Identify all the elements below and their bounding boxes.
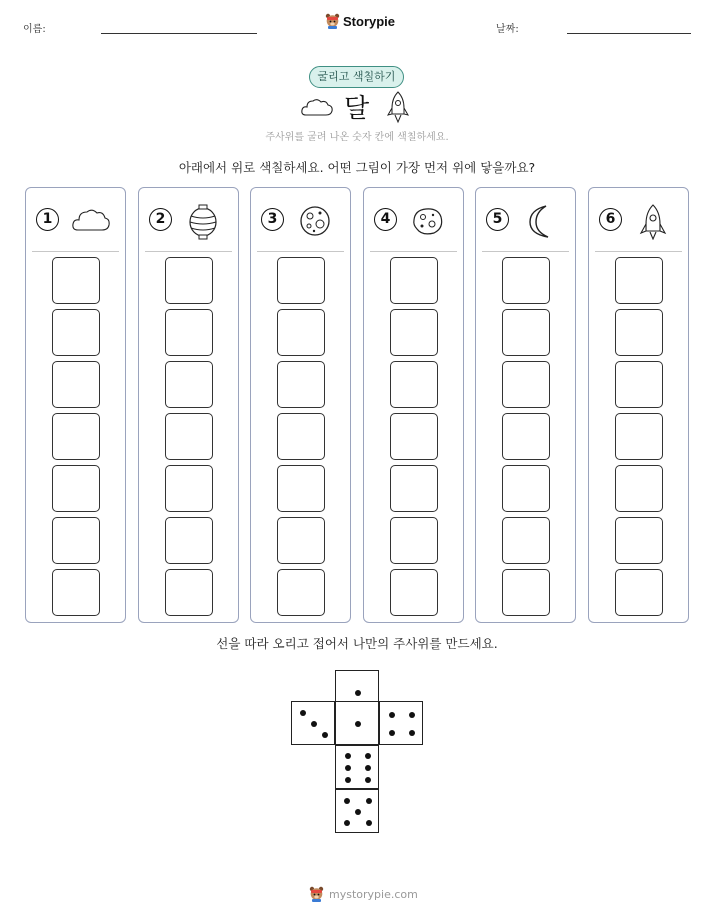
dice-pip xyxy=(355,721,361,727)
dice-pip xyxy=(345,753,351,759)
name-label: 이름: xyxy=(23,24,46,35)
color-box[interactable] xyxy=(277,413,325,460)
column-2 xyxy=(138,187,239,623)
color-box[interactable] xyxy=(502,465,550,512)
dice-pip xyxy=(365,777,371,783)
column-divider xyxy=(595,251,682,252)
date-line[interactable] xyxy=(567,33,691,34)
color-box[interactable] xyxy=(165,309,213,356)
color-box[interactable] xyxy=(277,309,325,356)
date-label: 날짜: xyxy=(496,24,519,35)
color-box[interactable] xyxy=(502,517,550,564)
column-5 xyxy=(475,187,576,623)
asteroid-icon xyxy=(408,202,448,240)
column-number: 1 xyxy=(36,208,59,231)
color-box[interactable] xyxy=(165,413,213,460)
dice-face-1 xyxy=(335,701,379,745)
subtitle: 주사위를 굴려 나온 숫자 칸에 색칠하세요. xyxy=(265,132,449,143)
color-box[interactable] xyxy=(615,465,663,512)
column-number: 2 xyxy=(149,208,172,231)
color-box[interactable] xyxy=(165,361,213,408)
dice-pip xyxy=(322,732,328,738)
dice-pip xyxy=(409,730,415,736)
dice-pip xyxy=(344,798,350,804)
column-number: 3 xyxy=(261,208,284,231)
dice-pip xyxy=(300,710,306,716)
color-box[interactable] xyxy=(52,257,100,304)
color-box[interactable] xyxy=(615,569,663,616)
column-number: 4 xyxy=(374,208,397,231)
cloud-icon xyxy=(70,202,110,240)
name-line[interactable] xyxy=(101,33,257,34)
dice-pip xyxy=(345,765,351,771)
moon-surface-icon xyxy=(295,202,335,240)
dice-pip xyxy=(365,753,371,759)
color-box[interactable] xyxy=(277,465,325,512)
bear-logo-icon xyxy=(309,886,324,902)
coloring-instruction: 아래에서 위로 색칠하세요. 어떤 그림이 가장 먼저 위에 닿을까요? xyxy=(178,160,536,175)
color-box[interactable] xyxy=(165,465,213,512)
color-box[interactable] xyxy=(277,569,325,616)
dice-pip xyxy=(344,820,350,826)
dice-pip xyxy=(311,721,317,727)
dice-pip xyxy=(345,777,351,783)
color-box[interactable] xyxy=(502,361,550,408)
column-3 xyxy=(250,187,351,623)
page-title: 달 xyxy=(344,94,370,124)
color-box[interactable] xyxy=(277,257,325,304)
column-number: 6 xyxy=(599,208,622,231)
activity-badge: 굴리고 색칠하기 xyxy=(309,66,404,88)
column-divider xyxy=(257,251,344,252)
color-box[interactable] xyxy=(390,517,438,564)
column-number: 5 xyxy=(486,208,509,231)
color-box[interactable] xyxy=(390,309,438,356)
color-box[interactable] xyxy=(390,569,438,616)
color-box[interactable] xyxy=(52,413,100,460)
footer xyxy=(309,886,418,902)
color-box[interactable] xyxy=(165,257,213,304)
dice-pip xyxy=(355,690,361,696)
color-box[interactable] xyxy=(502,257,550,304)
color-box[interactable] xyxy=(52,309,100,356)
column-4 xyxy=(363,187,464,623)
dice-face-4 xyxy=(379,701,423,745)
column-divider xyxy=(32,251,119,252)
color-box[interactable] xyxy=(165,517,213,564)
dice-pip xyxy=(355,809,361,815)
color-box[interactable] xyxy=(615,361,663,408)
dice-pip xyxy=(366,820,372,826)
column-divider xyxy=(145,251,232,252)
color-box[interactable] xyxy=(52,361,100,408)
color-box[interactable] xyxy=(390,257,438,304)
dice-face-5 xyxy=(335,789,379,833)
dice-pip xyxy=(389,730,395,736)
color-box[interactable] xyxy=(165,569,213,616)
column-1 xyxy=(25,187,126,623)
color-box[interactable] xyxy=(277,361,325,408)
dice-face-3 xyxy=(291,701,335,745)
cloud-icon xyxy=(300,96,334,118)
color-box[interactable] xyxy=(52,569,100,616)
color-box[interactable] xyxy=(615,309,663,356)
brand-logo xyxy=(325,13,395,29)
bear-logo-icon xyxy=(325,13,340,29)
dice-pip xyxy=(409,712,415,718)
column-divider xyxy=(482,251,569,252)
color-box[interactable] xyxy=(502,413,550,460)
color-box[interactable] xyxy=(52,465,100,512)
color-box[interactable] xyxy=(390,413,438,460)
lantern-icon xyxy=(183,202,223,240)
dice-pip xyxy=(366,798,372,804)
column-6 xyxy=(588,187,689,623)
dice-pip xyxy=(365,765,371,771)
color-box[interactable] xyxy=(277,517,325,564)
color-box[interactable] xyxy=(615,413,663,460)
color-box[interactable] xyxy=(52,517,100,564)
color-box[interactable] xyxy=(502,309,550,356)
column-divider xyxy=(370,251,457,252)
rocket-icon xyxy=(385,90,411,124)
brand-name: Storypie xyxy=(343,13,396,29)
dice-instruction: 선을 따라 오리고 접어서 나만의 주사위를 만드세요. xyxy=(216,636,498,651)
color-box[interactable] xyxy=(615,517,663,564)
footer-url[interactable]: mystorypie.com xyxy=(329,887,418,901)
rocket-icon xyxy=(633,202,673,240)
dice-face-6 xyxy=(335,745,379,789)
color-box[interactable] xyxy=(390,361,438,408)
color-box[interactable] xyxy=(390,465,438,512)
color-box[interactable] xyxy=(502,569,550,616)
color-box[interactable] xyxy=(615,257,663,304)
dice-pip xyxy=(389,712,395,718)
crescent-moon-icon xyxy=(520,202,560,240)
